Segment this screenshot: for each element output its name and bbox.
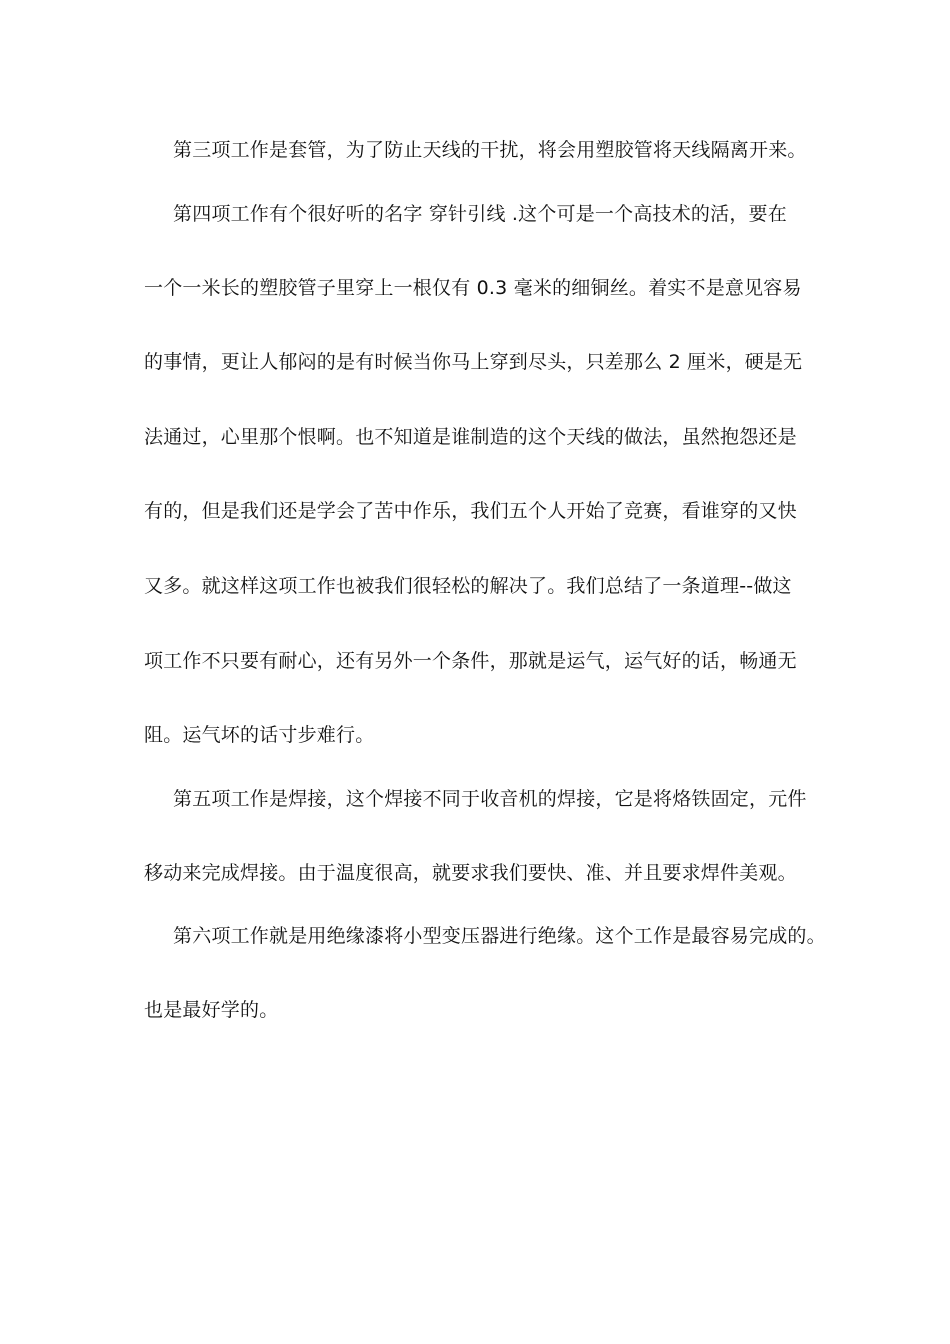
paragraph-line: 的事情，更让人郁闷的是有时候当你马上穿到尽头，只差那么 2 厘米，硬是无 bbox=[144, 351, 803, 373]
paragraph-line: 也是最好学的。 bbox=[144, 999, 279, 1021]
paragraph-line: 法通过，心里那个恨啊。也不知道是谁制造的这个天线的做法，虽然抱怨还是 bbox=[144, 426, 797, 448]
paragraph-line: 有的，但是我们还是学会了苦中作乐，我们五个人开始了竞赛，看谁穿的又快 bbox=[144, 500, 797, 522]
paragraph-line: 一个一米长的塑胶管子里穿上一根仅有 0.3 毫米的细铜丝。着实不是意见容易 bbox=[144, 277, 802, 299]
paragraph-line: 第五项工作是焊接，这个焊接不同于收音机的焊接，它是将烙铁固定，元件 bbox=[173, 788, 807, 810]
paragraph-line: 阻。运气坏的话寸步难行。 bbox=[144, 724, 375, 746]
paragraph-line: 第四项工作有个很好听的名字 穿针引线 .这个可是一个高技术的活，要在 bbox=[173, 203, 787, 225]
paragraph-line: 移动来完成焊接。由于温度很高，就要求我们要快、准、并且要求焊件美观。 bbox=[144, 862, 797, 884]
paragraph-line: 第六项工作就是用绝缘漆将小型变压器进行绝缘。这个工作是最容易完成的。 bbox=[173, 925, 826, 947]
paragraph-line: 又多。就这样这项工作也被我们很轻松的解决了。我们总结了一条道理--做这 bbox=[144, 575, 792, 597]
paragraph-line: 项工作不只要有耐心，还有另外一个条件，那就是运气，运气好的话，畅通无 bbox=[144, 650, 797, 672]
paragraph-line: 第三项工作是套管，为了防止天线的干扰，将会用塑胶管将天线隔离开来。 bbox=[173, 139, 807, 161]
